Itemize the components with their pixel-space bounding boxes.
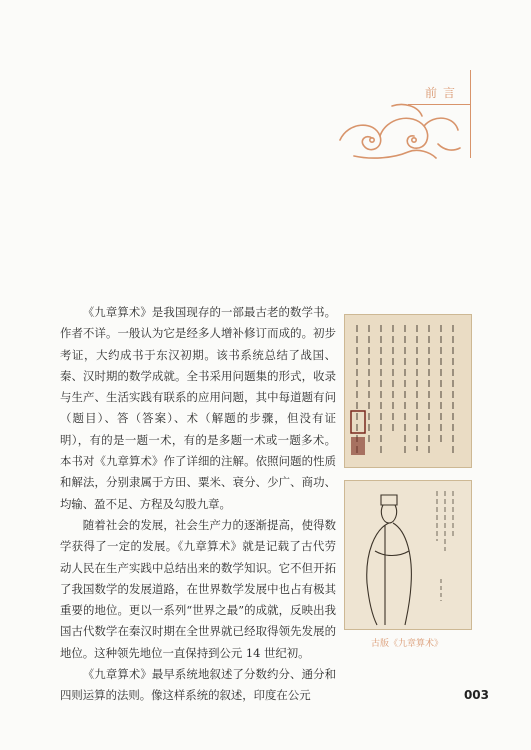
cloud-scroll-ornament	[334, 100, 464, 166]
section-title: 前言	[425, 86, 462, 100]
body-text	[60, 302, 336, 707]
paragraph: 《九章算术》最早系统地叙述了分数约分、通分和四则运算的法则。像这样系统的叙述，印度在公元	[60, 667, 336, 703]
figure-caption: 古版《九章算术》	[370, 639, 443, 649]
vertical-divider	[470, 70, 471, 158]
ancient-text-image	[344, 314, 472, 468]
portrait-image	[344, 480, 472, 630]
paragraph: 《九章算术》是我国现存的一部最古老的数学书。作者不详。一般认为它是经多人增补修订而成的。初步考证，大约成书于东汉初期。该书系统总结了战国、秦、汉时期的数学成就。全书采用问题集的形式，收录与生产、生活实践有联系的应用问题，其中每道题有问（题目）、答（答案）、术（解题的步骤，但没有证明），有的是一题一术，有的是多题一术或一题多术。本书对《九章算术》作了详细的注解。依照问题的性质和解法，分别隶属于方田、粟米、衰分、少广、商功、均输、盈不足、方程及勾股九章。	[60, 305, 336, 511]
paragraph: 随着社会的发展，社会生产力的逐渐提高，使得数学获得了一定的发展。《九章算术》就是记载了古代劳动人民在生产实践中总结出来的数学知识。它不但开拓了我国数学的发展道路，在世界数学发展中也占有极其重要的地位。更以一系列“世界之最”的成就，反映出我国古代数学在秦汉时期在全世界就已经取得领先发展的地位。这种领先地位一直保持到公元 14 世纪初。	[60, 517, 336, 660]
page-number: 003	[463, 688, 489, 702]
